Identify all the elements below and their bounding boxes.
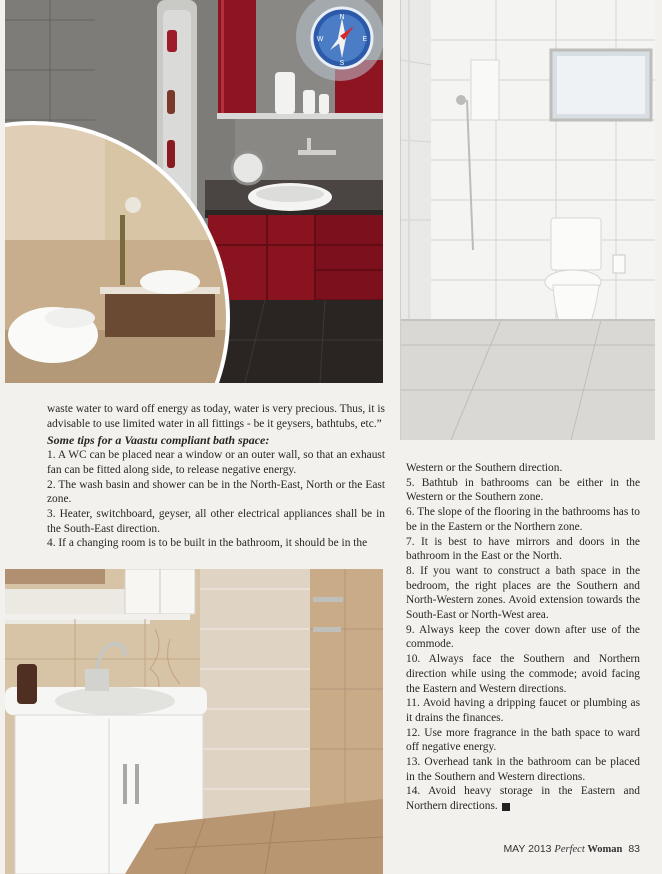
tip-3: 3. Heater, switchboard, geyser, all other electrical appliances shall be in the South-East direction.	[47, 507, 385, 535]
tip-14-text: 14. Avoid heavy storage in the Eastern and Northern directions.	[406, 785, 640, 813]
tip-10: 10. Always face the Southern and Northern direction while using the commode; avoid facing the Eastern and Western directions.	[406, 653, 640, 695]
page-footer	[503, 843, 640, 855]
tips-heading: Some tips for a Vaastu compliant bath space:	[47, 433, 270, 448]
tip-9: 9. Always keep the cover down after use of the commode.	[406, 623, 640, 651]
svg-text:E: E	[362, 36, 368, 43]
tip-7: 7. It is best to have mirrors and doors in the bathroom in the East or the North.	[406, 535, 640, 563]
article-right-column	[406, 461, 640, 814]
tip-4-end: Western or the Southern direction.	[406, 462, 563, 474]
tip-14	[406, 784, 640, 813]
issue-date: MAY 2013	[503, 843, 552, 855]
tip-11: 11. Avoid having a dripping faucet or plumbing as it drains the finances.	[406, 697, 640, 724]
article-left-column	[47, 402, 385, 551]
brand-perfect: Perfect	[554, 844, 585, 855]
svg-text:W: W	[316, 36, 324, 43]
page-number: 83	[628, 843, 640, 855]
end-of-article-square-icon	[502, 803, 510, 811]
tip-6: 6. The slope of the flooring in the bathrooms has to be in the Eastern or the Northern zone.	[406, 506, 640, 533]
magazine-name	[554, 844, 622, 855]
photo-beige-bathroom-illustration	[5, 569, 383, 874]
svg-text:S: S	[339, 60, 345, 67]
photo-white-shower-room	[400, 0, 655, 440]
intro-paragraph: waste water to ward off energy as today, water is very precious. Thus, it is advisable to use limited water in all fittings - be it geysers, bathtubs, etc.”	[47, 403, 385, 430]
tip-2: 2. The wash basin and shower can be in the North-East, North or the East zone.	[47, 478, 385, 506]
tip-12: 12. Use more fragrance in the bath space to ward off negative energy.	[406, 726, 640, 754]
svg-text:N: N	[339, 14, 345, 21]
photo-beige-bathroom-vanity	[5, 569, 383, 874]
compass-icon	[310, 6, 374, 70]
tip-1: 1. A WC can be placed near a window or an outer wall, so that an exhaust fan can be fitted along side, to release negative energy.	[47, 449, 385, 476]
tip-8: 8. If you want to construct a bath space in the bedroom, the right places are the Southern and North-Western zones. Avoid extension towards the South-East or North-West area.	[406, 564, 640, 622]
brand-woman: Woman	[587, 844, 623, 855]
tip-5: 5. Bathtub in bathrooms can be either in the Western or the Southern zone.	[406, 476, 640, 504]
tip-13: 13. Overhead tank in the bathroom can be placed in the Southern and Western directions.	[406, 756, 640, 783]
photo-white-shower-illustration	[401, 0, 655, 440]
tip-4-start: 4. If a changing room is to be built in the bathroom, it should be in the	[47, 537, 368, 550]
